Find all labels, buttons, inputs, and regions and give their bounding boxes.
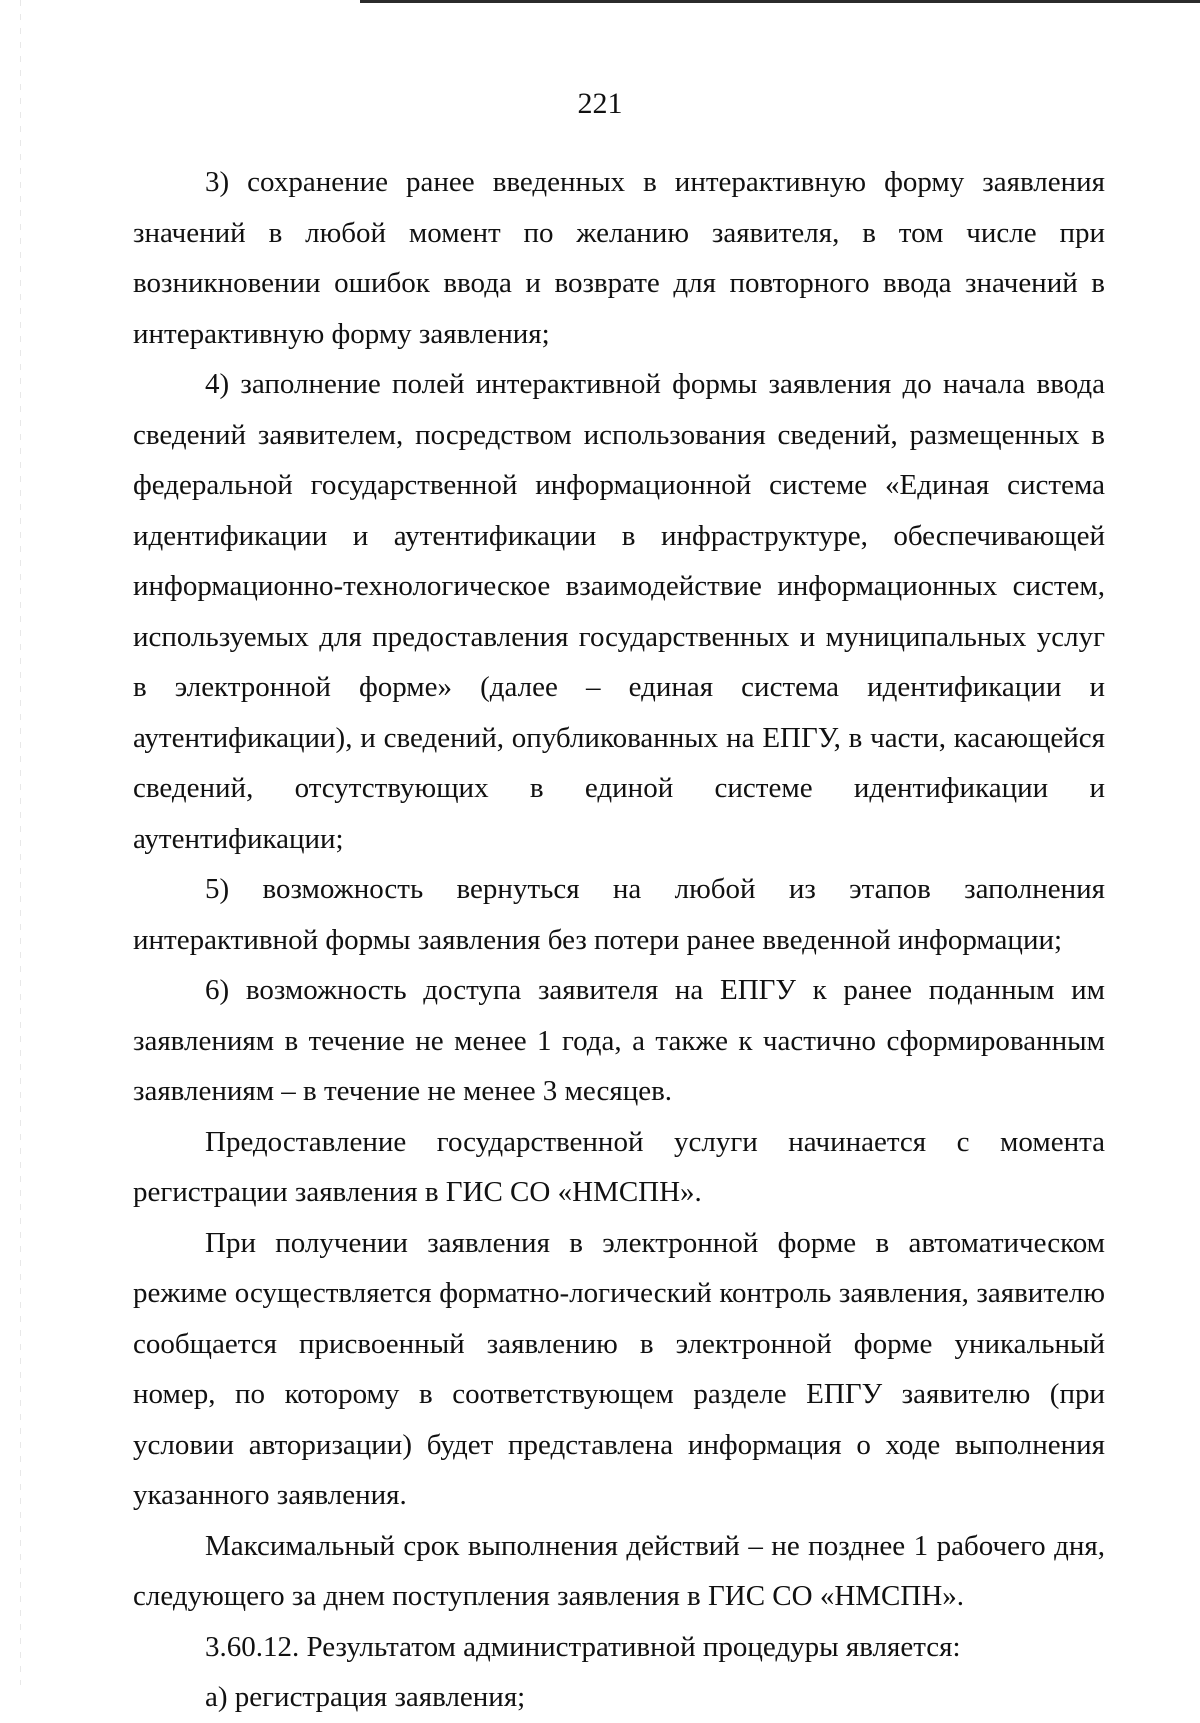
- paragraph-item-6: 6) возможность доступа заявителя на ЕПГУ к ранее поданным им заявлениям в течение не менее 1 года, а также к частично сформированным заявлениям – в течение не менее 3 месяцев.: [133, 974, 1105, 1107]
- result-item-a: а) регистрация заявления;: [205, 1681, 526, 1713]
- document-body: [133, 157, 1105, 1723]
- paragraph-item-5: 5) возможность вернуться на любой из этапов заполнения интерактивной формы заявления без потери ранее введенной информации;: [133, 873, 1105, 956]
- paragraph-service-start: Предоставление государственной услуги начинается с момента регистрации заявления в ГИС СО «НМСПН».: [133, 1125, 1105, 1208]
- left-scan-edge: [20, 0, 21, 1685]
- paragraph-max-term: Максимальный срок выполнения действий – не позднее 1 рабочего дня, следующего за днем поступления заявления в ГИС СО «НМСПН».: [133, 1529, 1105, 1612]
- top-scan-rule: [360, 0, 1200, 3]
- paragraph-item-3: 3) сохранение ранее введенных в интерактивную форму заявления значений в любой момент по желанию заявителя, в том числе при возникновении ошибок ввода и возврате для повторного ввода значений в интерактивную форму заявления;: [133, 166, 1105, 350]
- paragraph-item-4: 4) заполнение полей интерактивной формы заявления до начала ввода сведений заявителем, посредством использования сведений, размещенных в федеральной государственной информационной системе «Единая система идентификации и аутентификации в инфраструктуре, обеспечивающей информационно-технологическое взаимодействие информационных систем, используемых для предоставления государственных и муниципальных услуг в электронной форме» (далее – единая система идентификации и аутентификации), и сведений, опубликованных на ЕПГУ, в части, касающейся сведений, отсутствующих в единой системе идентификации и аутентификации;: [133, 368, 1105, 855]
- section-heading-3-60-12: 3.60.12. Результатом административной процедуры является:: [205, 1630, 961, 1663]
- paragraph-electronic-receipt: При получении заявления в электронной форме в автоматическом режиме осуществляется форматно-логический контроль заявления, заявителю сообщается присвоенный заявлению в электронной форме уникальный номер, по которому в соответствующем разделе ЕПГУ заявителю (при условии авторизации) будет представлена информация о ходе выполнения указанного заявления.: [133, 1226, 1105, 1511]
- page-number: 221: [577, 87, 623, 120]
